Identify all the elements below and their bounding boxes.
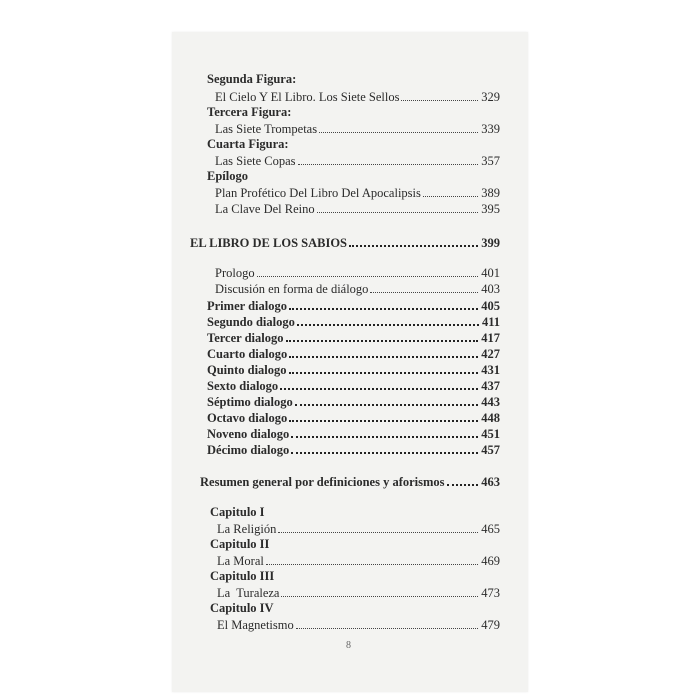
dialogue-page: 448	[481, 411, 500, 425]
toc-entry	[215, 280, 500, 297]
leader-dots	[289, 344, 478, 358]
leader-dots	[286, 328, 479, 342]
section-page: 399	[481, 236, 500, 250]
leader-dots	[370, 280, 478, 293]
leader-dots	[278, 520, 478, 533]
leader-dots	[257, 264, 479, 277]
summary-entry	[200, 472, 500, 490]
toc-entry-page: 395	[481, 202, 500, 216]
toc-entry-title: El Cielo Y El Libro. Los Siete Sellos	[215, 90, 400, 104]
leader-dots	[291, 440, 478, 454]
summary-title: Resumen general por definiciones y aforismos	[200, 475, 445, 489]
toc-entry	[217, 520, 500, 537]
dialogue-title: Cuarto dialogo	[207, 347, 288, 361]
toc-entry	[217, 584, 500, 601]
leader-dots	[317, 200, 479, 213]
toc-entry-page: 401	[481, 266, 500, 280]
leader-dots	[280, 376, 478, 390]
toc-entry	[215, 264, 500, 281]
leader-dots	[296, 616, 479, 629]
dialogue-title: Primer dialogo	[207, 299, 287, 313]
dialogue-title: Quinto dialogo	[207, 363, 287, 377]
dialogue-title: Séptimo dialogo	[207, 395, 293, 409]
leader-dots	[297, 312, 479, 326]
figure-3-heading: Tercera Figura:	[207, 105, 292, 119]
dialogue-title: Segundo dialogo	[207, 315, 295, 329]
chapter-heading: Capitulo III	[210, 569, 275, 583]
toc-entry-page: 465	[481, 522, 500, 536]
toc-entry	[215, 120, 500, 137]
leader-dots	[349, 233, 478, 247]
dialogue-page: 427	[481, 347, 500, 361]
toc-entry	[217, 616, 500, 633]
toc-entry-page: 403	[481, 282, 500, 296]
dialogue-page: 437	[481, 379, 500, 393]
toc-entry-title: Plan Profético Del Libro Del Apocalipsis	[215, 186, 421, 200]
toc-entry-title: Las Siete Copas	[215, 154, 296, 168]
page-number: 8	[346, 640, 351, 651]
dialogue-page: 431	[481, 363, 500, 377]
leader-dots	[401, 88, 478, 101]
leader-dots	[319, 120, 478, 133]
epilogo-heading: Epílogo	[207, 169, 248, 183]
toc-entry-page: 339	[481, 122, 500, 136]
leader-dots	[266, 552, 478, 565]
toc-entry-title: Las Siete Trompetas	[215, 122, 318, 136]
toc-entry	[215, 88, 500, 105]
leader-dots	[289, 408, 478, 422]
figure-4-heading: Cuarta Figura:	[207, 137, 289, 151]
leader-dots	[447, 472, 479, 486]
leader-dots	[289, 296, 478, 310]
toc-entry-title: La Religión	[217, 522, 277, 536]
chapter-heading: Capitulo II	[210, 537, 270, 551]
section-entry	[190, 233, 500, 251]
toc-entry-page: 479	[481, 618, 500, 632]
dialogue-page: 443	[481, 395, 500, 409]
toc-entry-page: 329	[481, 90, 500, 104]
dialogue-title: Sexto dialogo	[207, 379, 279, 393]
section-title: EL LIBRO DE LOS SABIOS	[190, 236, 348, 250]
dialogue-page: 451	[481, 427, 500, 441]
toc-entry-title: Prologo	[215, 266, 255, 280]
chapter-heading: Capitulo IV	[210, 601, 274, 615]
dialogue-title: Tercer dialogo	[207, 331, 284, 345]
toc-entry-title: La Turaleza	[217, 586, 280, 600]
chapter-heading: Capitulo I	[210, 505, 265, 519]
toc-entry-title: El Magnetismo	[217, 618, 294, 632]
dialogue-title: Noveno dialogo	[207, 427, 290, 441]
toc-entry-page: 473	[481, 586, 500, 600]
dialogue-entry	[207, 440, 500, 458]
dialogue-page: 411	[481, 315, 500, 329]
toc-entry	[215, 152, 500, 169]
toc-entry-title: La Moral	[217, 554, 264, 568]
toc-entry-title: La Clave Del Reino	[215, 202, 315, 216]
toc-entry-page: 469	[481, 554, 500, 568]
dialogue-page: 405	[481, 299, 500, 313]
toc-entry-page: 389	[481, 186, 500, 200]
toc-entry	[215, 184, 500, 201]
leader-dots	[281, 584, 478, 597]
summary-page: 463	[481, 475, 500, 489]
dialogue-title: Octavo dialogo	[207, 411, 288, 425]
leader-dots	[295, 392, 478, 406]
dialogue-page: 417	[481, 331, 500, 345]
leader-dots	[291, 424, 478, 438]
dialogue-title: Décimo dialogo	[207, 443, 290, 457]
leader-dots	[298, 152, 479, 165]
dialogue-page: 457	[481, 443, 500, 457]
toc-entry	[217, 552, 500, 569]
toc-entry-title: Discusión en forma de diálogo	[215, 282, 369, 296]
toc-entry-page: 357	[481, 154, 500, 168]
leader-dots	[423, 184, 478, 197]
figure-2-heading: Segunda Figura:	[207, 72, 297, 86]
toc-entry	[215, 200, 500, 217]
leader-dots	[289, 360, 479, 374]
